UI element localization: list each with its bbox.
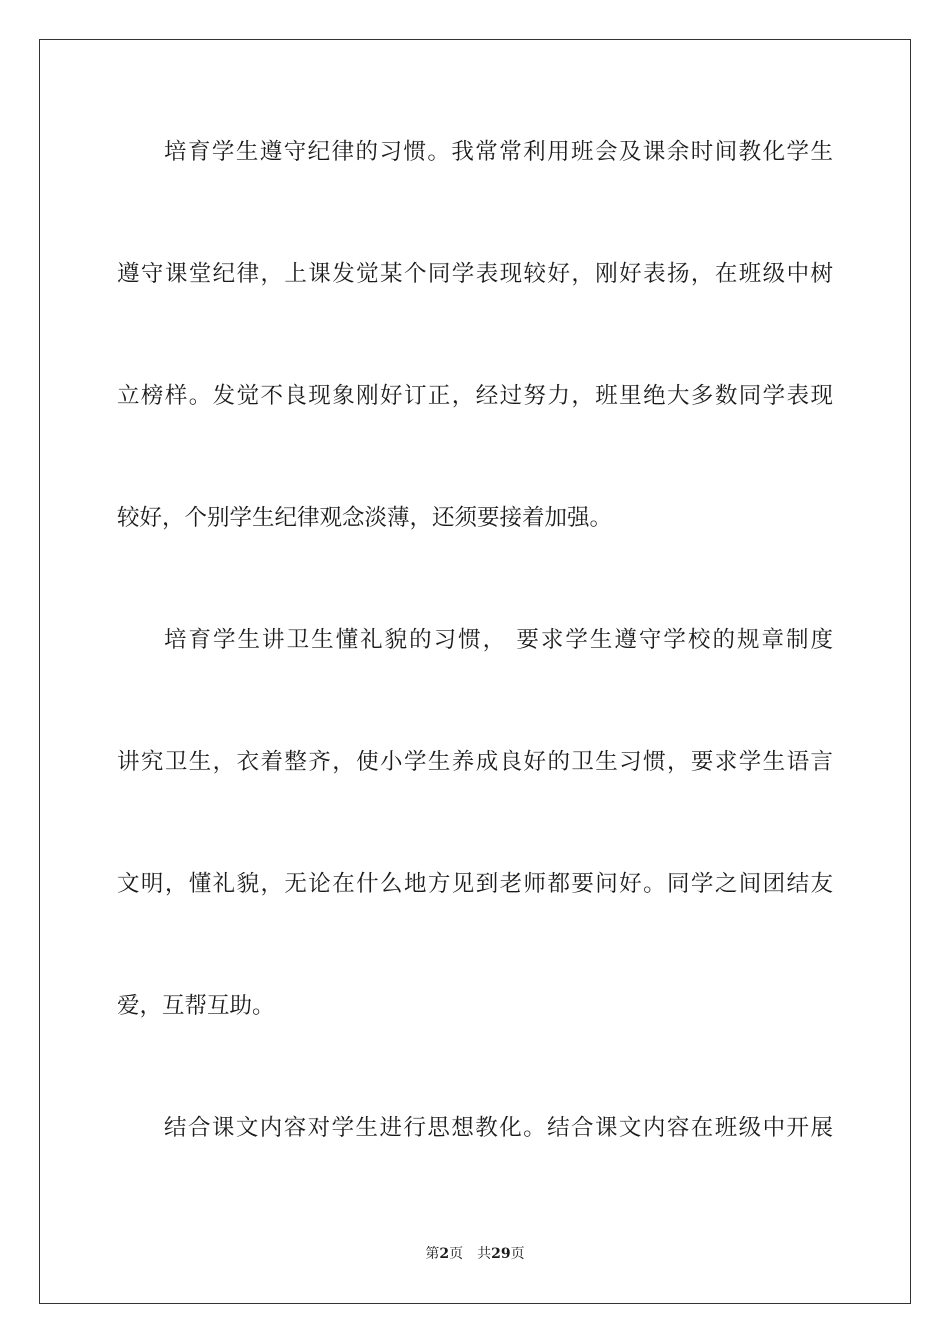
text-line: 遵守课堂纪律，上课发觉某个同学表现较好，刚好表扬，在班级中树: [117, 261, 833, 287]
total-prefix: 共: [477, 1246, 492, 1262]
text-line: 爱，互帮互助。: [117, 993, 275, 1019]
page-suffix: 页: [449, 1246, 464, 1262]
text-line: 较好，个别学生纪律观念淡薄，还须要接着加强。: [117, 505, 613, 531]
text-line: 培育学生遵守纪律的习惯。我常常利用班会及课余时间教化学生: [164, 139, 833, 165]
text-line: 讲究卫生，衣着整齐，使小学生养成良好的卫生习惯，要求学生语言: [117, 749, 833, 775]
text-line: 结合课文内容对学生进行思想教化。结合课文内容在班级中开展: [164, 1115, 833, 1141]
text-line: 立榜样。发觉不良现象刚好订正，经过努力，班里绝大多数同学表现: [117, 383, 833, 409]
total-suffix: 页: [510, 1246, 525, 1262]
text-line: 培育学生讲卫生懂礼貌的习惯， 要求学生遵守学校的规章制度: [164, 627, 833, 653]
text-line: 文明，懂礼貌，无论在什么地方见到老师都要问好。同学之间团结友: [117, 871, 833, 897]
page-prefix: 第: [425, 1246, 440, 1262]
page-footer: [0, 1244, 950, 1264]
page-number: 2: [439, 1246, 450, 1262]
total-pages: 29: [491, 1246, 511, 1262]
